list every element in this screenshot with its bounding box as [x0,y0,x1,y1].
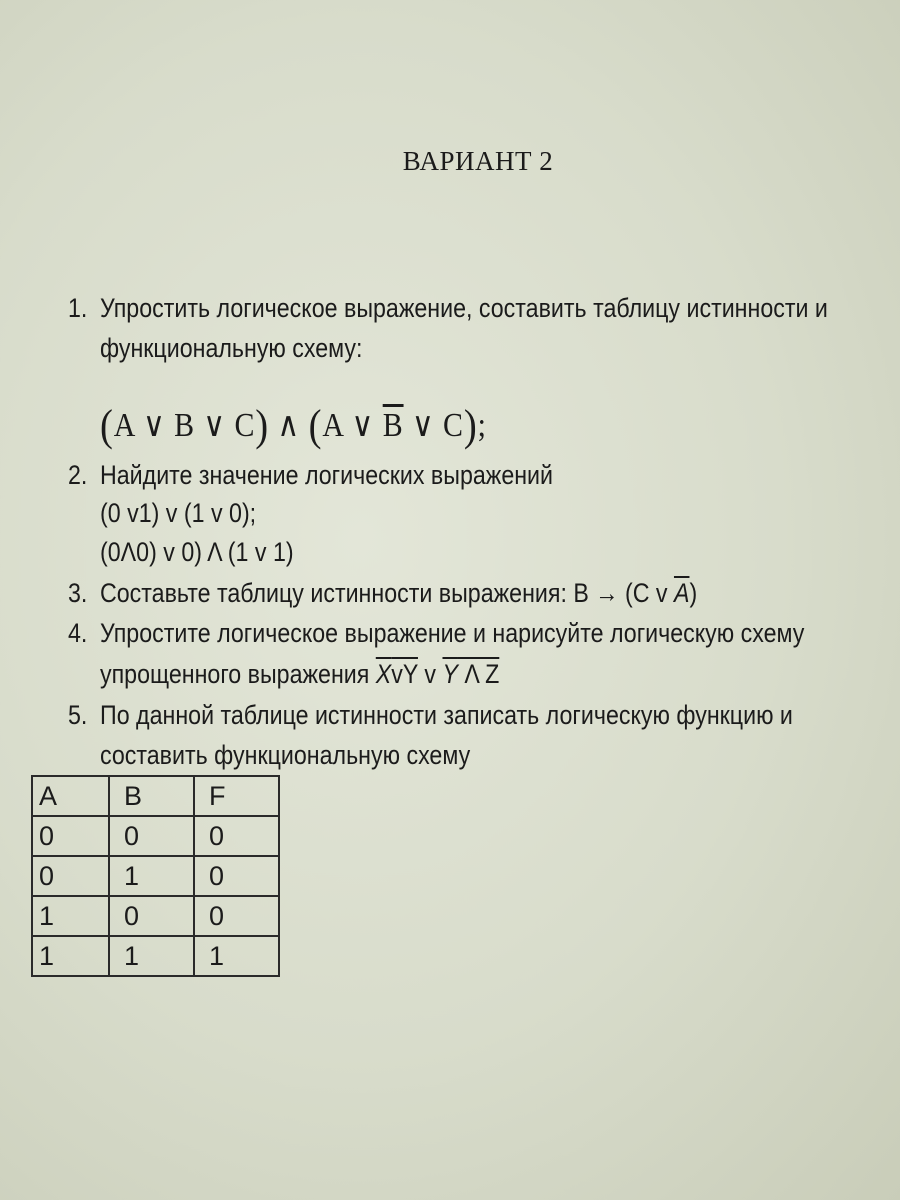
formula-paren: ) [463,401,478,450]
formula-and: ∧ [277,407,301,444]
task-1-line-2: функциональную схему: [100,333,363,363]
table-header-cell: A [32,776,109,816]
table-row [32,816,279,856]
table-header-cell: B [109,776,194,816]
formula-part-1: A ∨ B ∨ C [113,407,256,444]
task-3-text: Составьте таблицу истинности выражения: B → (C v [100,578,674,608]
table-cell: 0 [32,856,109,896]
table-cell: 1 [194,936,279,976]
table-cell: 0 [109,816,194,856]
formula-part-2a: A ∨ [322,407,383,444]
table-cell: 1 [32,896,109,936]
task-4-expr-negated-2: Y Λ Z [442,659,500,689]
table-cell: 0 [109,896,194,936]
table-cell: 0 [194,856,279,896]
table-header-row [32,776,279,816]
table-cell: 1 [109,856,194,896]
table-header-cell: F [194,776,279,816]
formula-paren: ( [308,401,323,450]
table-cell: 1 [109,936,194,976]
task-3-negated-var: $\overline{A}$ [673,578,690,608]
task-1-number: 1. [68,293,88,323]
formula-paren: ( [100,401,114,450]
task-1-line-1: Упростить логическое выражение, составить таблицу истинности и [100,293,828,323]
task-5-number: 5. [68,700,88,730]
formula-paren: ) [255,401,270,450]
task-5-line-1: По данной таблице истинности записать логическую функцию и [100,700,793,730]
task-2-number: 2. [68,460,88,490]
task-5-line-2: составить функциональную схему [100,740,471,770]
task-4-line-1: Упростите логическое выражение и нарисуйте логическую схему [100,618,805,648]
task-2-line-1: Найдите значение логических выражений [100,460,554,490]
task-3-number: 3. [68,578,88,608]
task-4-expr-or: v [417,659,443,689]
table-cell: 1 [32,936,109,976]
task-2-expression-1: (0 v1) v (1 v 0); [100,498,257,528]
table-row [32,856,279,896]
task-1-formula [100,400,487,451]
formula-part-2c: ∨ C [403,407,464,444]
table-cell: 0 [194,816,279,856]
table-row [32,896,279,936]
task-3-line [100,578,697,609]
task-3-close: ) [689,578,698,608]
formula-part-2b-negated: $\overline{B}$ [382,407,404,444]
table-row [32,936,279,976]
task-2-expression-2: (0Λ0) v 0) Λ (1 v 1) [100,537,294,567]
truth-table [31,775,280,977]
task-4-text: упрощенного выражения [100,659,376,689]
task-4-number: 4. [68,618,88,648]
task-4-expr-negated-1: XvY [375,659,418,689]
page-title: ВАРИАНТ 2 [402,146,554,176]
table-cell: 0 [32,816,109,856]
task-4-line-2 [100,659,499,690]
formula-end: ; [477,407,487,444]
table-cell: 0 [194,896,279,936]
